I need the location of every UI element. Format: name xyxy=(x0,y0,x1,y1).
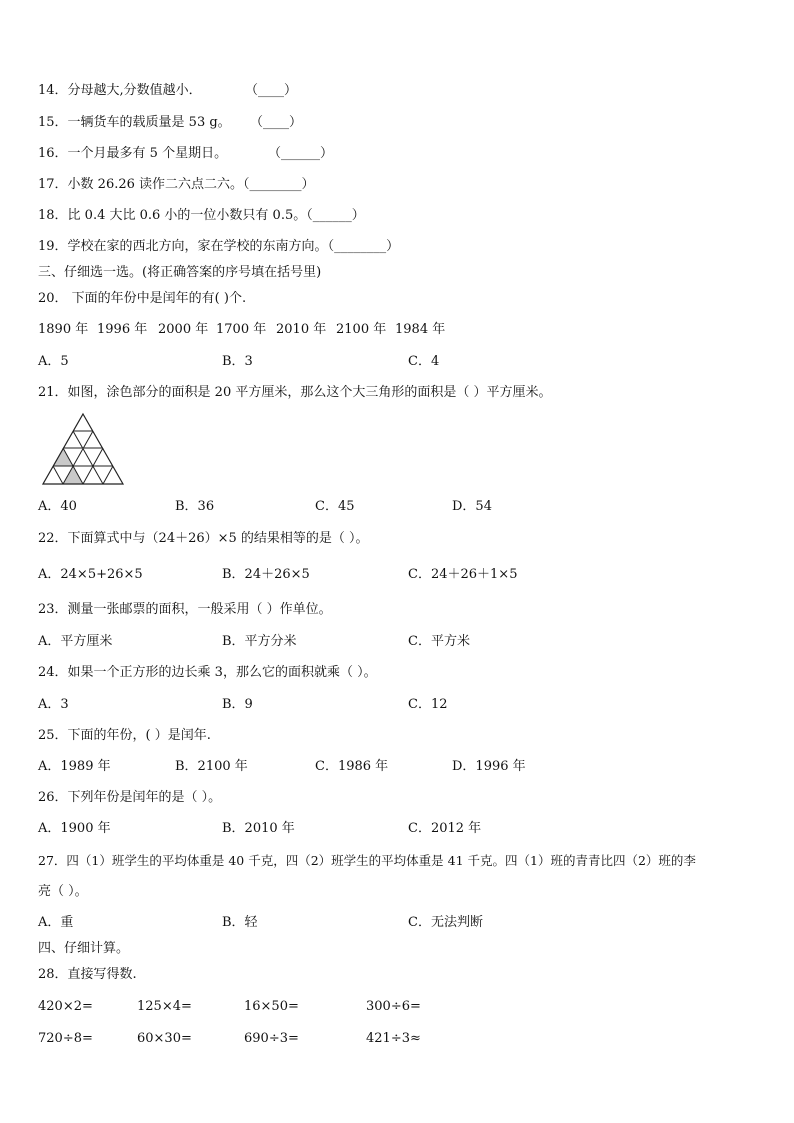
question-21: 21．如图，涂色部分的面积是 20 平方厘米，那么这个大三角形的面积是（ ）平方厘米。 xyxy=(38,385,552,400)
question-15 xyxy=(38,114,231,132)
question-22: 22．下面算式中与（24＋26）×5 的结果相等的是（ ）。 xyxy=(38,531,369,546)
question-number: 18． xyxy=(38,208,68,223)
triangle-figure xyxy=(42,412,126,486)
option-c[interactable]: C．2012 年 xyxy=(408,821,482,836)
question-number: 16． xyxy=(38,146,68,161)
question-23: 23．测量一张邮票的面积，一般采用（ ）作单位。 xyxy=(38,602,332,617)
answer-blank[interactable]: （______） xyxy=(306,208,365,223)
year-item: 2100 年 xyxy=(336,322,387,337)
calc-item: 300÷6= xyxy=(366,999,421,1014)
option-b[interactable]: B．平方分米 xyxy=(222,634,297,649)
question-number: 17． xyxy=(38,177,68,192)
question-text: 学校在家的西北方向，家在学校的东南方向。 xyxy=(67,239,328,254)
question-19 xyxy=(38,238,399,256)
question-text: 分母越大,分数值越小． xyxy=(67,83,202,98)
question-text: 小数 26.26 读作二六点二六。 xyxy=(67,177,244,192)
question-18 xyxy=(38,207,365,225)
option-b[interactable]: B．2100 年 xyxy=(175,759,248,774)
answer-blank[interactable]: （____） xyxy=(250,115,303,130)
year-item: 1700 年 xyxy=(216,322,267,337)
answer-blank[interactable]: （________） xyxy=(327,239,400,254)
option-a[interactable]: A．1989 年 xyxy=(38,759,111,774)
option-a[interactable]: A．5 xyxy=(38,354,69,369)
question-number: 19． xyxy=(38,239,68,254)
calc-item: 16×50= xyxy=(244,999,299,1014)
option-c[interactable]: C．12 xyxy=(408,697,448,712)
question-text: 一辆货车的载质量是 53 g。 xyxy=(67,115,231,130)
year-item: 1890 年 xyxy=(38,322,89,337)
option-a[interactable]: A．重 xyxy=(38,915,74,930)
question-14 xyxy=(38,82,202,100)
question-number: 14． xyxy=(38,83,68,98)
calc-item: 720÷8= xyxy=(38,1031,93,1046)
year-item: 2010 年 xyxy=(276,322,327,337)
question-27-continued: 亮（ ）。 xyxy=(38,884,88,899)
option-b[interactable]: B．36 xyxy=(175,499,215,514)
calc-item: 420×2= xyxy=(38,999,93,1014)
answer-blank[interactable]: （______） xyxy=(268,146,334,161)
calc-item: 690÷3= xyxy=(244,1031,299,1046)
question-24: 24．如果一个正方形的边长乘 3，那么它的面积就乘（ ）。 xyxy=(38,665,377,680)
year-item: 1996 年 xyxy=(97,322,148,337)
option-b[interactable]: B．2010 年 xyxy=(222,821,295,836)
option-c[interactable]: C．45 xyxy=(315,499,355,514)
year-item: 1984 年 xyxy=(395,322,446,337)
option-c[interactable]: C．24＋26＋1×5 xyxy=(408,567,518,582)
question-17 xyxy=(38,176,315,194)
year-item: 2000 年 xyxy=(158,322,209,337)
calc-item: 421÷3≈ xyxy=(366,1031,421,1046)
option-c[interactable]: C．1986 年 xyxy=(315,759,389,774)
calc-item: 60×30= xyxy=(137,1031,192,1046)
answer-blank[interactable]: （____） xyxy=(245,83,298,98)
option-c[interactable]: C．4 xyxy=(408,354,440,369)
section-heading-3: 三、仔细选一选。(将正确答案的序号填在括号里) xyxy=(38,265,322,280)
option-b[interactable]: B．轻 xyxy=(222,915,258,930)
option-a[interactable]: A．3 xyxy=(38,697,69,712)
option-a[interactable]: A．平方厘米 xyxy=(38,634,113,649)
answer-blank[interactable]: （________） xyxy=(243,177,315,192)
option-b[interactable]: B．9 xyxy=(222,697,253,712)
option-b[interactable]: B．24＋26×5 xyxy=(222,567,310,582)
question-text: 一个月最多有 5 个星期日。 xyxy=(67,146,228,161)
question-28: 28．直接写得数. xyxy=(38,967,137,982)
option-a[interactable]: A．40 xyxy=(38,499,77,514)
question-text: 比 0.4 大比 0.6 小的一位小数只有 0.5。 xyxy=(67,208,307,223)
question-26: 26．下列年份是闰年的是（ ）。 xyxy=(38,790,222,805)
option-b[interactable]: B．3 xyxy=(222,354,253,369)
question-25: 25．下面的年份，( ）是闰年. xyxy=(38,728,211,743)
question-number: 15． xyxy=(38,115,68,130)
option-c[interactable]: C．无法判断 xyxy=(408,915,483,930)
option-c[interactable]: C．平方米 xyxy=(408,634,470,649)
option-d[interactable]: D．1996 年 xyxy=(452,759,526,774)
question-20: 20． 下面的年份中是闰年的有( )个. xyxy=(38,291,247,306)
option-d[interactable]: D．54 xyxy=(452,499,492,514)
option-a[interactable]: A．1900 年 xyxy=(38,821,111,836)
option-a[interactable]: A．24×5+26×5 xyxy=(38,567,143,582)
calc-item: 125×4= xyxy=(137,999,192,1014)
question-16 xyxy=(38,145,227,163)
question-27: 27．四（1）班学生的平均体重是 40 千克，四（2）班学生的平均体重是 41 千克。四（1）班的青青比四（2）班的李 xyxy=(38,853,696,868)
section-heading-4: 四、仔细计算。 xyxy=(38,941,130,956)
